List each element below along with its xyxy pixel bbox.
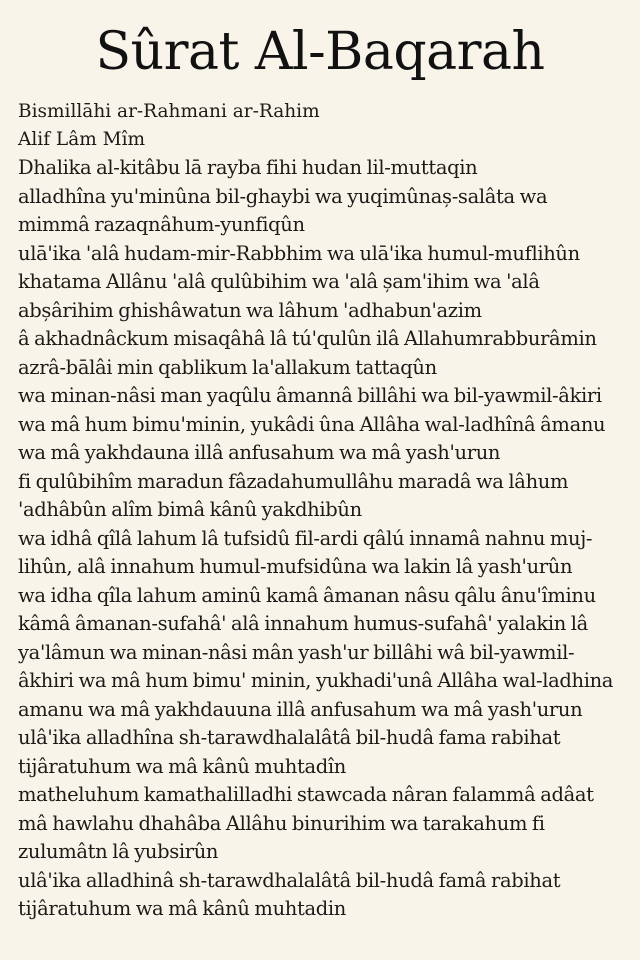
text-line: tijâratuhum wa mâ kânû muhtadin [18, 897, 346, 920]
text-line: â akhadnâckum misaqâhâ lâ tú'qulûn ilâ Allahumrabburâmin [18, 327, 597, 350]
text-line: 'adhâbûn alîm bimâ kânû yakdhibûn [18, 498, 362, 521]
page-title: Sûrat Al-Baqarah [95, 22, 545, 82]
text-line: wa idhâ qîlâ lahum lâ tufsidû fil-ardi qâlú innamâ nahnu muj- [18, 526, 593, 550]
text-line: wa minan-nâsi man yaqûlu âmannâ billâhi wa bil-yawmil-âkiri [18, 384, 602, 407]
text-line: khatama Allânu 'alâ qulûbihim wa 'alâ șam'ihim wa 'alâ [18, 270, 540, 293]
text-line: alladhîna yu'minûna bil-ghaybi wa yuqimûnaș-salâta wa [18, 184, 548, 208]
text-line: matheluhum kamathalilladhi stawcada nâran falammâ adâat [18, 783, 594, 806]
text-line: ulâ'ika alladhinâ sh-tarawdhalalâtâ bil-hudâ famâ rabihat [18, 868, 561, 892]
text-line: abșârihim ghishâwatun wa lâhum 'adhabun'azim [18, 298, 482, 322]
text-line: wa mâ yakhdauna illâ anfusahum wa mâ yash'urun [18, 441, 501, 464]
text-line: mâ hawlahu dhahâba Allâhu binurihim wa tarakahum fi [18, 811, 545, 835]
text-line: azrâ-bālâi min qablikum la'allakum tattaqûn [18, 355, 437, 379]
text-line: ya'lâmun wa minan-nâsi mân yash'ur billâhi wâ bil-yawmil- [18, 640, 575, 664]
text-line: mimmâ razaqnâhum-yunfiqûn [18, 213, 305, 236]
verse-text-block [18, 154, 622, 924]
text-line: amanu wa mâ yakhdauuna illâ anfusahum wa mâ yash'urun [18, 697, 583, 721]
text-line: fi qulûbihîm maradun fâzadahumullâhu maradâ wa lâhum [18, 469, 569, 493]
bismillah-line: Bismillāhi ar-Rahmani ar-Rahim [18, 101, 320, 122]
text-line: Dhalika al-kitâbu lā rayba fihi hudan lil-muttaqin [18, 156, 478, 179]
text-line: ulâ'ika alladhîna sh-tarawdhalalâtâ bil-hudâ fama rabihat [18, 726, 561, 749]
text-line: lihûn, alâ innahum humul-mufsidûna wa lakin lâ yash'urûn [18, 555, 573, 578]
text-line: wa mâ hum bimu'minin, yukâdi ûna Allâha wal-ladhînâ âmanu [18, 412, 606, 436]
text-line: wa idha qîla lahum aminû kamâ âmanan nâsu qâlu ânu'îminu [18, 583, 596, 607]
text-line: âkhiri wa mâ hum bimu' minin, yukhadi'unâ Allâha wal-ladhina [18, 669, 614, 692]
text-line: zulumâtn lâ yubsirûn [18, 840, 219, 863]
text-line: tijâratuhum wa mâ kânû muhtadîn [18, 754, 346, 778]
text-line: kâmâ âmanan-sufahâ' alâ innahum humus-sufahâ' yalakin lâ [18, 612, 588, 635]
opening-letters-line: Alif Lâm Mîm [18, 129, 146, 150]
text-line: ulā'ika 'alâ hudam-mir-Rabbhim wa ulā'ika humul-muflihûn [18, 241, 580, 265]
